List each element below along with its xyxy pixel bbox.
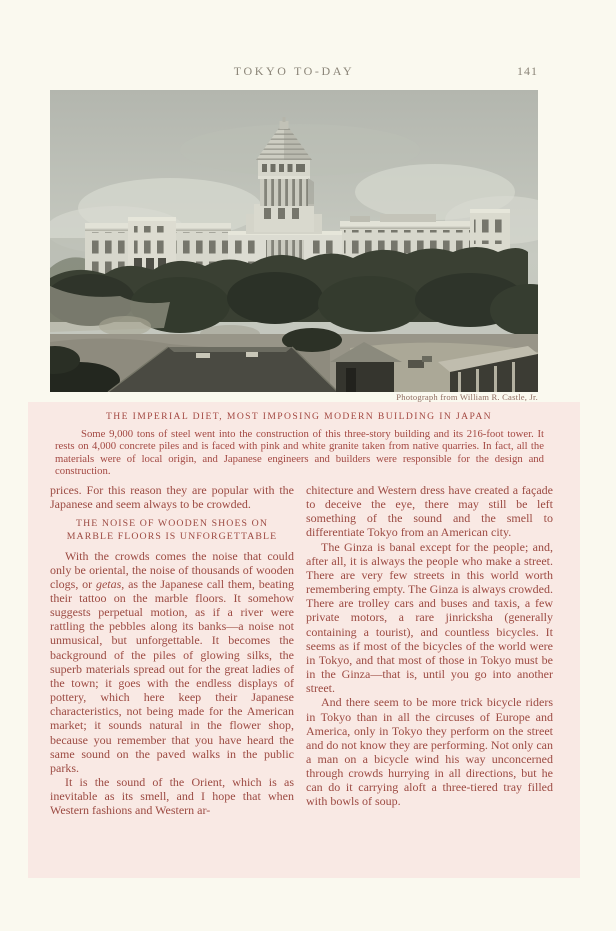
body-paragraph: prices. For this reason they are popular with the Japanese and seem always to be crowded.: [50, 483, 294, 512]
photo-caption-heading: THE IMPERIAL DIET, MOST IMPOSING MODERN BUILDING IN JAPAN: [105, 411, 492, 422]
page-number: 141: [517, 64, 538, 78]
body-paragraph: And there seem to be more trick bicycle riders in Tokyo than in all the circuses of Europe and America, only in Tokyo they perform on the street and do not know they are performing. Not only can a man on a bicycle wind his way unconcerned through crowds hurrying in all directions, but he can do it carrying aloft a three-tiered tray filled with bowls of soup.: [306, 695, 553, 809]
column-subheading: THE NOISE OF WOODEN SHOES ON MARBLE FLOORS IS UNFORGETTABLE: [66, 518, 278, 542]
text-column-right: [306, 483, 553, 809]
body-paragraph: It is the sound of the Orient, which is as inevitable as its smell, and I hope that when Western fashions and Western ar-: [50, 775, 294, 818]
text-column-left: [50, 483, 294, 817]
body-paragraph: With the crowds comes the noise that could only be oriental, the noise of thousands of wooden clogs, or getas, as the Japanese call them, beating their tattoo on the marble floors. It somehow suggests perpetual motion, as if a river were rattling the pebbles along its banks—a noise not unmusical, but unforgettable. It becomes the background of the piles of glowing silks, the superb materials spread out for the great ladies of the town; it goes with the endless displays of pottery, which here keep their Japanese characteristics, not being made for the American market; it sounds natural in the flower shop, because you remember that you have heard the same sound on the paved walks in the public parks.: [50, 548, 295, 775]
photo-caption-body: Some 9,000 tons of steel went into the construction of this three-story building and its 216-foot tower. It rests on 4,000 concrete piles and is faced with pink and white granite taken from native quarries. In fact, all the materials were of local origin, and Japanese engineers and builders were responsible for the design and construction.: [55, 428, 544, 478]
photo-credit: Photograph from William R. Castle, Jr.: [396, 392, 538, 402]
running-header-title: TOKYO TO-DAY: [233, 64, 355, 78]
body-paragraph: chitecture and Western dress have created a façade to deceive the eye, there may still be left something of the sound and the smell to differentiate Tokyo from an American city.: [306, 483, 553, 540]
body-paragraph: The Ginza is banal except for the people; and, after all, it is always the people who make a street. There are very few streets in this world worth remembering empty. The Ginza is always crowded. There are trolley cars and buses and taxis, a few private motors, a rare jinricksha (generally containing a tourist), and countless bicycles. It seems as if most of the bicycles of the world were in Tokyo, and that most of those in Tokyo must be in the Ginza—that is, until you go into another street.: [306, 539, 553, 696]
imperial-diet-photo-illustration: [50, 90, 538, 392]
imperial-diet-building-photo: [50, 90, 538, 392]
